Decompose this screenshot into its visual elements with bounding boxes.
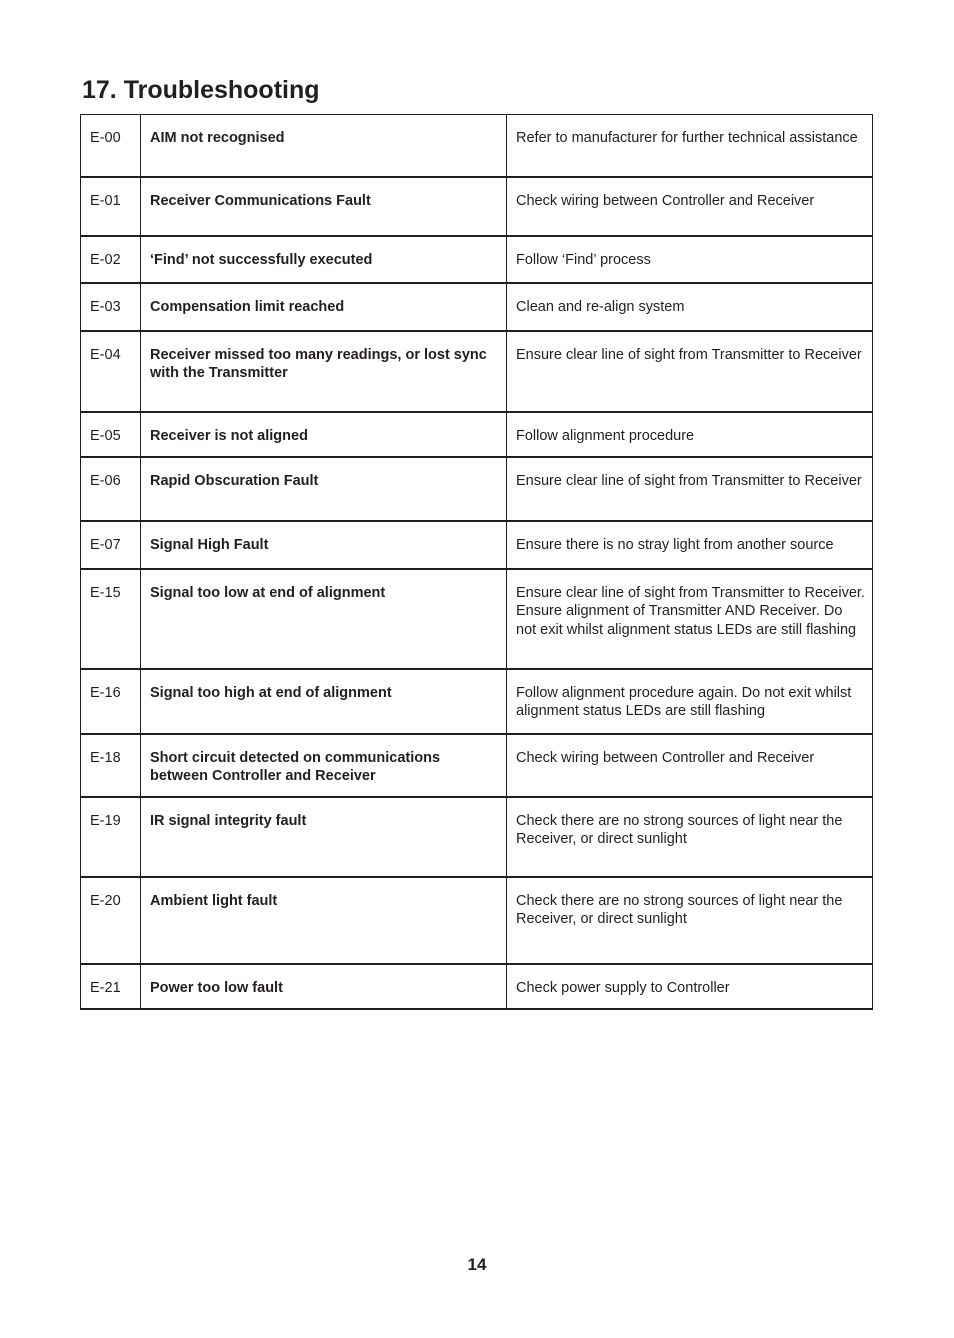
error-code: E-20 — [81, 877, 141, 964]
table-row — [81, 964, 873, 1009]
table-row — [81, 877, 873, 964]
error-code: E-04 — [81, 331, 141, 412]
error-description: Rapid Obscuration Fault — [141, 457, 507, 521]
error-code: E-16 — [81, 669, 141, 734]
error-action: Ensure clear line of sight from Transmitter to Receiver. Ensure alignment of Transmitter AND Receiver. Do not exit whilst alignment status LEDs are still flashing — [507, 569, 873, 669]
troubleshooting-table — [80, 114, 873, 1010]
error-action: Follow alignment procedure again. Do not exit whilst alignment status LEDs are still flashing — [507, 669, 873, 734]
error-code: E-06 — [81, 457, 141, 521]
error-description: Compensation limit reached — [141, 283, 507, 331]
error-code: E-21 — [81, 964, 141, 1009]
error-action: Follow ‘Find’ process — [507, 236, 873, 283]
error-code: E-00 — [81, 115, 141, 177]
page-title: 17. Troubleshooting — [82, 76, 320, 104]
error-action: Refer to manufacturer for further technical assistance — [507, 115, 873, 177]
table-row — [81, 569, 873, 669]
error-code: E-07 — [81, 521, 141, 569]
error-description: Receiver is not aligned — [141, 412, 507, 457]
table-row — [81, 412, 873, 457]
table-row — [81, 177, 873, 236]
table-row — [81, 734, 873, 797]
table-row — [81, 115, 873, 177]
error-code: E-02 — [81, 236, 141, 283]
error-description: Power too low fault — [141, 964, 507, 1009]
error-action: Clean and re-align system — [507, 283, 873, 331]
error-action: Check wiring between Controller and Receiver — [507, 177, 873, 236]
error-description: Receiver Communications Fault — [141, 177, 507, 236]
error-description: Signal too high at end of alignment — [141, 669, 507, 734]
table-row — [81, 669, 873, 734]
error-code: E-05 — [81, 412, 141, 457]
error-description: Receiver missed too many readings, or lost sync with the Transmitter — [141, 331, 507, 412]
error-code: E-15 — [81, 569, 141, 669]
error-action: Follow alignment procedure — [507, 412, 873, 457]
error-description: Signal High Fault — [141, 521, 507, 569]
error-action: Check there are no strong sources of light near the Receiver, or direct sunlight — [507, 797, 873, 877]
error-action: Check power supply to Controller — [507, 964, 873, 1009]
table-row — [81, 457, 873, 521]
error-description: Ambient light fault — [141, 877, 507, 964]
table-row — [81, 521, 873, 569]
error-code: E-19 — [81, 797, 141, 877]
error-code: E-01 — [81, 177, 141, 236]
table-row — [81, 797, 873, 877]
error-action: Ensure clear line of sight from Transmitter to Receiver — [507, 457, 873, 521]
error-action: Ensure clear line of sight from Transmitter to Receiver — [507, 331, 873, 412]
table-row — [81, 283, 873, 331]
error-code: E-18 — [81, 734, 141, 797]
error-description: Short circuit detected on communications between Controller and Receiver — [141, 734, 507, 797]
error-action: Check there are no strong sources of light near the Receiver, or direct sunlight — [507, 877, 873, 964]
error-description: ‘Find’ not successfully executed — [141, 236, 507, 283]
error-action: Check wiring between Controller and Receiver — [507, 734, 873, 797]
table-row — [81, 236, 873, 283]
table-row — [81, 331, 873, 412]
error-description: IR signal integrity fault — [141, 797, 507, 877]
page-number: 14 — [467, 1255, 487, 1274]
error-description: Signal too low at end of alignment — [141, 569, 507, 669]
error-code: E-03 — [81, 283, 141, 331]
error-description: AIM not recognised — [141, 115, 507, 177]
error-action: Ensure there is no stray light from another source — [507, 521, 873, 569]
